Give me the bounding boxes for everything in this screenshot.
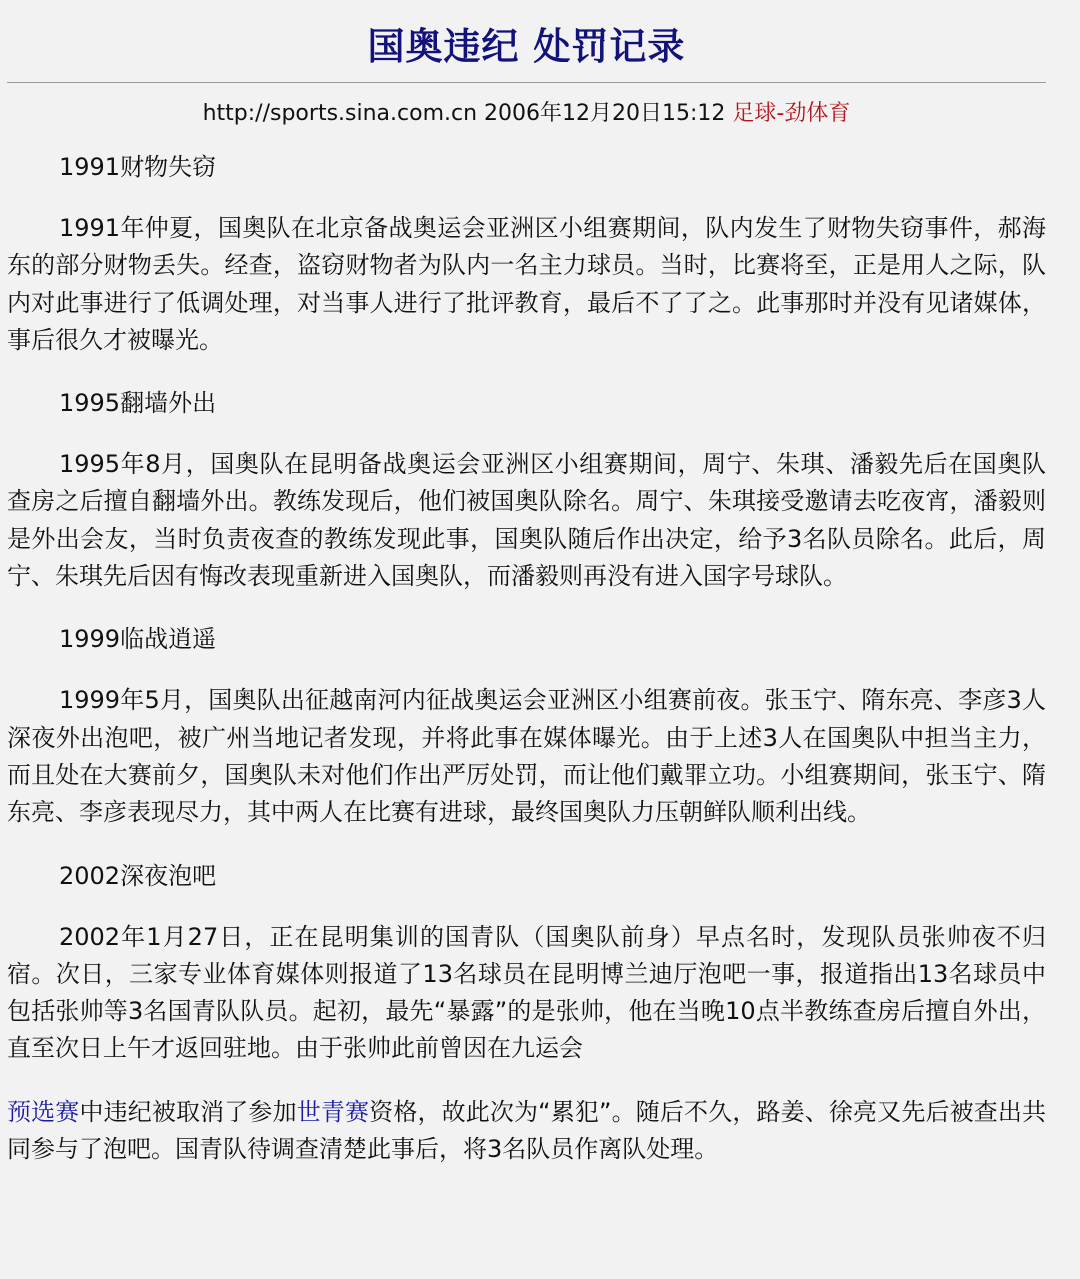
section-heading-1995: 1995翻墙外出 [59, 389, 217, 418]
article-content [7, 149, 1046, 1168]
article-title: 国奥违纪 处罚记录 [367, 25, 686, 68]
world-youth-link[interactable]: 世青赛 [296, 1097, 370, 1126]
section-body-1991: 1991年仲夏，国奥队在北京备战奥运会亚洲区小组赛期间，队内发生了财物失窃事件，郝海东的部分财物丢失。经查，盗窃财物者为队内一名主力球员。当时，比赛将至，正是用人之际，队内对此事进行了低调处理，对当事人进行了批评教育，最后不了了之。此事那时并没有见诸媒体，事后很久才被曝光。 [7, 214, 1046, 354]
article-meta [7, 99, 1046, 129]
continuation-text-1: 中违纪被取消了参加 [79, 1097, 297, 1126]
section-heading-1991: 1991财物失窃 [59, 153, 217, 181]
section-body-2002-continued [7, 1094, 1046, 1169]
section-heading-2002: 2002深夜泡吧 [59, 861, 217, 890]
section-body-1995: 1995年8月，国奥队在昆明备战奥运会亚洲区小组赛期间，周宁、朱琪、潘毅先后在国奥队查房之后擅自翻墙外出。教练发现后，他们被国奥队除名。周宁、朱琪接受邀请去吃夜宵，潘毅则是外出会友，当时负责夜查的教练发现此事，国奥队随后作出决定，给予3名队员除名。此后，周宁、朱琪先后因有悔改表现重新进入国奥队，而潘毅则再没有进入国字号球队。 [7, 450, 1046, 591]
qualifier-link[interactable]: 预选赛 [7, 1097, 80, 1126]
source-url: http://sports.sina.com.cn [202, 101, 478, 126]
source-channel-link[interactable]: 足球-劲体育 [732, 101, 851, 126]
continuation-text-2: 资格，故此次为“累犯”。随后不久，路姜、徐亮又先后被查出共同参与了泡吧。国青队待调查清楚此事后，将3名队员作离队处理。 [7, 1097, 1047, 1164]
publish-datetime: 2006年12月20日15:12 [484, 101, 726, 126]
section-body-1999: 1999年5月，国奥队出征越南河内征战奥运会亚洲区小组赛前夜。张玉宁、隋东亮、李彦3人深夜外出泡吧，被广州当地记者发现，并将此事在媒体曝光。由于上述3人在国奥队中担当主力，而且处在大赛前夕，国奥队未对他们作出严厉处罚，而让他们戴罪立功。小组赛期间，张玉宁、隋东亮、李彦表现尽力，其中两人在比赛有进球，最终国奥队力压朝鲜队顺利出线。 [7, 686, 1046, 827]
section-heading-1999: 1999临战逍遥 [59, 625, 217, 654]
title-divider [7, 82, 1046, 83]
section-body-2002: 2002年1月27日，正在昆明集训的国青队（国奥队前身）早点名时，发现队员张帅夜不归宿。次日，三家专业体育媒体则报道了13名球员在昆明博兰迪厅泡吧一事，报道指出13名球员中包括张帅等3名国青队队员。起初，最先“暴露”的是张帅，他在当晚10点半教练查房后擅自外出，直至次日上午才返回驻地。由于张帅此前曾因在九运会 [7, 922, 1046, 1063]
